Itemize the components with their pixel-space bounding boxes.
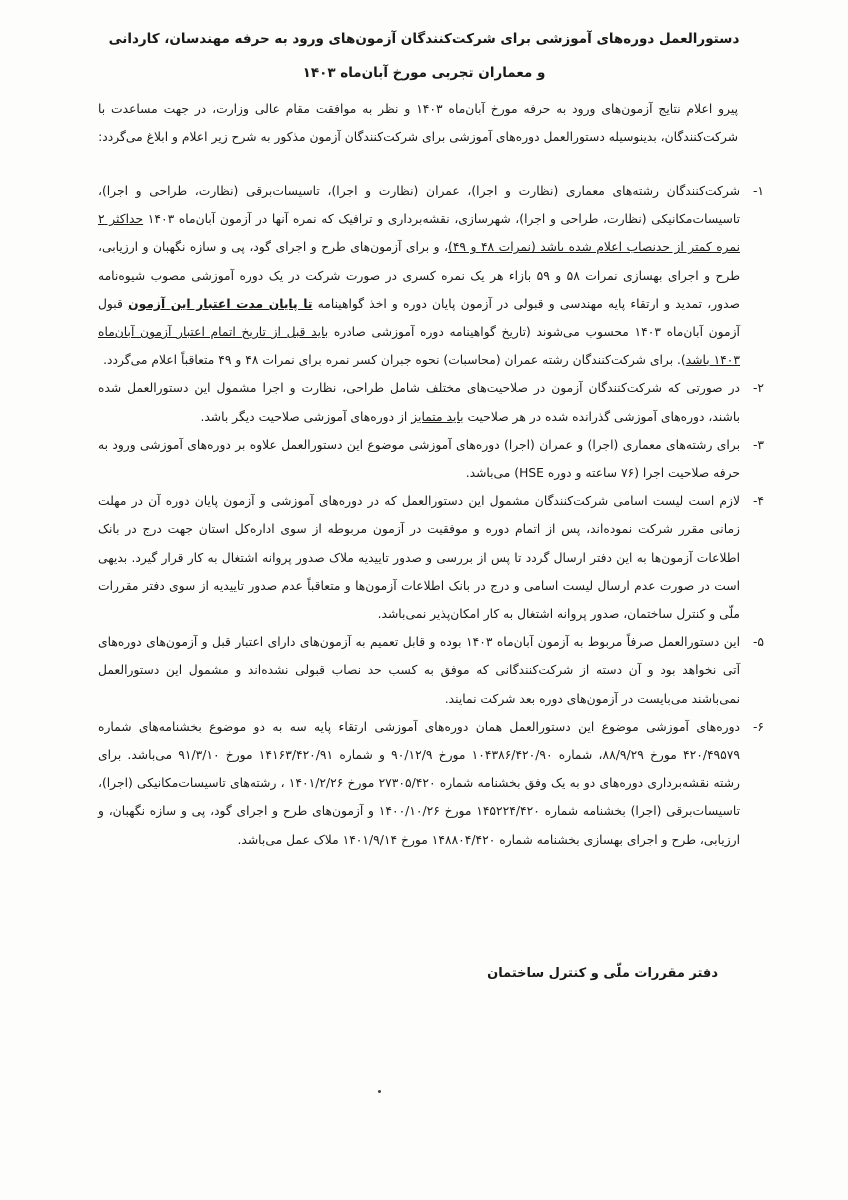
item-number: ۱- [752,184,764,198]
item-5-text: این دستورالعمل صرفاً مربوط به آزمون آبان‌ماه ۱۴۰۳ بوده و قابل تعمیم به آزمون‌های دارای اعتبار قبل و آزمون‌های دوره‌های آتی نخواهد بود و آن دسته از شرکت‌کنندگانی که موفق به کسب حد نصاب قبولی نشده‌اند و مشمول این دستورالعمل نمی‌باشند می‌بایست در آزمون‌های دوره بعد شرکت نمایند. [98,635,740,706]
list-item-4 [98,487,764,628]
title-line-1: دستورالعمل دوره‌های آموزشی برای شرکت‌کنندگان آزمون‌های ورود به حرفه مهندسان، کاردانی [108,31,740,47]
item-2-underlined-distinct: باید متمایز [411,409,464,424]
item-1-text-part-2: ، و برای آزمون‌های طرح و اجرای گود، پی و سازه نگهبان و ارزیابی، طرح و اجرای بهسازی نمرات ۵۸ و ۵۹ بازاء هر یک نمره کسری در صورت شرکت در یک دوره آموزشی مصوب شیوه‌نامه صدور، تمدید و ارتقاء پایه مهندسی و قبولی در آزمون پایان دوره و اخذ گواهینامه [98,240,740,311]
list-item-5 [98,628,764,713]
item-1-text-part-1: شرکت‌کنندگان رشته‌های معماری (نظارت و اجرا)، عمران (نظارت و اجرا)، تاسیسات‌برقی (نظارت، طراحی و اجرا)، تاسیسات‌مکانیکی (نظارت، طراحی و اجرا)، شهرسازی، نقشه‌برداری و ترافیک که نمره آنها در آزمون آبان‌ماه ۱۴۰۳ [98,184,740,227]
item-2-text-part-1: در صورتی که شرکت‌کنندگان آزمون در صلاحیت‌های مختلف شامل طراحی، نظارت و اجرا مشمول این دستورالعمل شده باشند، دوره‌های آموزشی گذرانده شده در هر صلاحیت [98,381,740,424]
item-1-underlined-date: باید قبل از تاریخ اتمام اعتبار آزمون آبان‌ماه ۱۴۰۳ باشد [98,325,740,368]
list-item-1 [98,177,764,374]
item-number: ۵- [752,635,764,650]
list-item-2 [98,374,764,430]
item-3-text: برای رشته‌های معماری (اجرا) و عمران (اجرا) دوره‌های آموزشی موضوع این دستورالعمل علاوه بر دوره‌های آموزشی ورود به حرفه صلاحیت اجرا (۷۶ ساعته و دوره HSE) می‌باشد. [98,437,740,481]
item-number: ۳- [752,437,764,452]
item-number: ۶- [752,719,764,734]
item-1-bold-validity: تا پایان مدت اعتبار این آزمون [128,296,313,311]
item-1-underlined-threshold: حداکثر ۲ نمره کمتر از حدنصاب اعلام شده باشد (نمرات ۴۸ و ۴۹) [98,212,740,255]
signature-office: دفتر مقررات ملّی و کنترل ساختمان [487,966,718,981]
stray-mark [378,1090,381,1093]
list-item-3 [98,431,764,487]
item-1-text-part-4: ). برای شرکت‌کنندگان رشته عمران (محاسبات) نحوه جبران کسر نمره برای نمرات ۴۸ و ۴۹ متعاقباً اعلام می‌گردد. [103,353,686,368]
item-number: ۴- [752,494,764,509]
item-6-text: دوره‌های آموزشی موضوع این دستورالعمل همان دوره‌های آموزشی ارتقاء پایه سه به دو موضوع بخشنامه‌های شماره ۴۲۰/۴۹۵۷۹ مورخ ۸۸/۹/۲۹، شماره ۱۰۴۳۸۶/۴۲۰/۹۰ مورخ ۹۰/۱۲/۹ و شماره ۱۴۱۶۳/۴۲۰/۹۱ مورخ ۹۱/۳/۱۰ می‌باشد. برای رشته نقشه‌برداری دوره‌های دو به یک وفق بخشنامه شماره ۲۷۳۰۵/۴۲۰ مورخ ۱۴۰۱/۲/۲۶ ، رشته‌های تاسیسات‌مکانیکی (اجرا)، تاسیسات‌برقی (اجرا) بخشنامه شماره ۱۴۵۲۲۴/۴۲۰ مورخ ۱۴۰۰/۱۰/۲۶ و آزمون‌های طرح و اجرای گود، پی و سازه نگهبان، و ارزیابی، طرح و اجرای بهسازی بخشنامه شماره ۱۴۸۸۰۴/۴۲۰ مورخ ۱۴۰۱/۹/۱۴ ملاک عمل می‌باشد. [98,719,740,847]
item-2-text-part-2: از دوره‌های آموزشی صلاحیت دیگر باشد. [200,409,408,424]
instruction-list [98,177,764,854]
item-1-text-part-3: قبول آزمون آبان‌ماه ۱۴۰۳ محسوب می‌شوند (تاریخ گواهینامه دوره آموزشی صادره [98,296,740,340]
intro-paragraph: پیرو اعلام نتایج آزمون‌های ورود به حرفه مورخ آبان‌ماه ۱۴۰۳ و نظر به موافقت مقام عالی وزارت، در جهت مساعدت با شرکت‌کنندگان، بدینوسیله دستورالعمل دوره‌های آموزشی برای شرکت‌کنندگان آزمون مذکور به شرح زیر اعلام و ابلاغ می‌گردد: [98,102,738,144]
item-4-text: لازم است لیست اسامی شرکت‌کنندگان مشمول این دستورالعمل که در دوره‌های آموزشی و آزمون پایان دوره آن در مهلت زمانی مقرر شرکت نموده‌اند، پس از اتمام دوره و موفقیت در آزمون مربوطه از سوی اداره‌کل استان جهت درج در بانک اطلاعات آزمون‌ها به این دفتر ارسال گردد تا پس از بررسی و صدور تاییدیه ملاک صدور پروانه اشتغال به کار قرار گیرد. بدیهی است در صورت عدم ارسال لیست اسامی و درج در بانک اطلاعات آزمون‌ها و متعاقباً عدم صدور تاییدیه از سوی دفتر مقررات ملّی و کنترل ساختمان، صدور پروانه اشتغال به کار امکان‌پذیر نمی‌باشد. [98,494,740,622]
title-line-2: و معماران تجربی مورخ آبان‌ماه ۱۴۰۳ [302,65,546,81]
document-title [90,22,758,90]
list-item-6 [98,713,764,854]
item-number: ۲- [752,381,764,396]
